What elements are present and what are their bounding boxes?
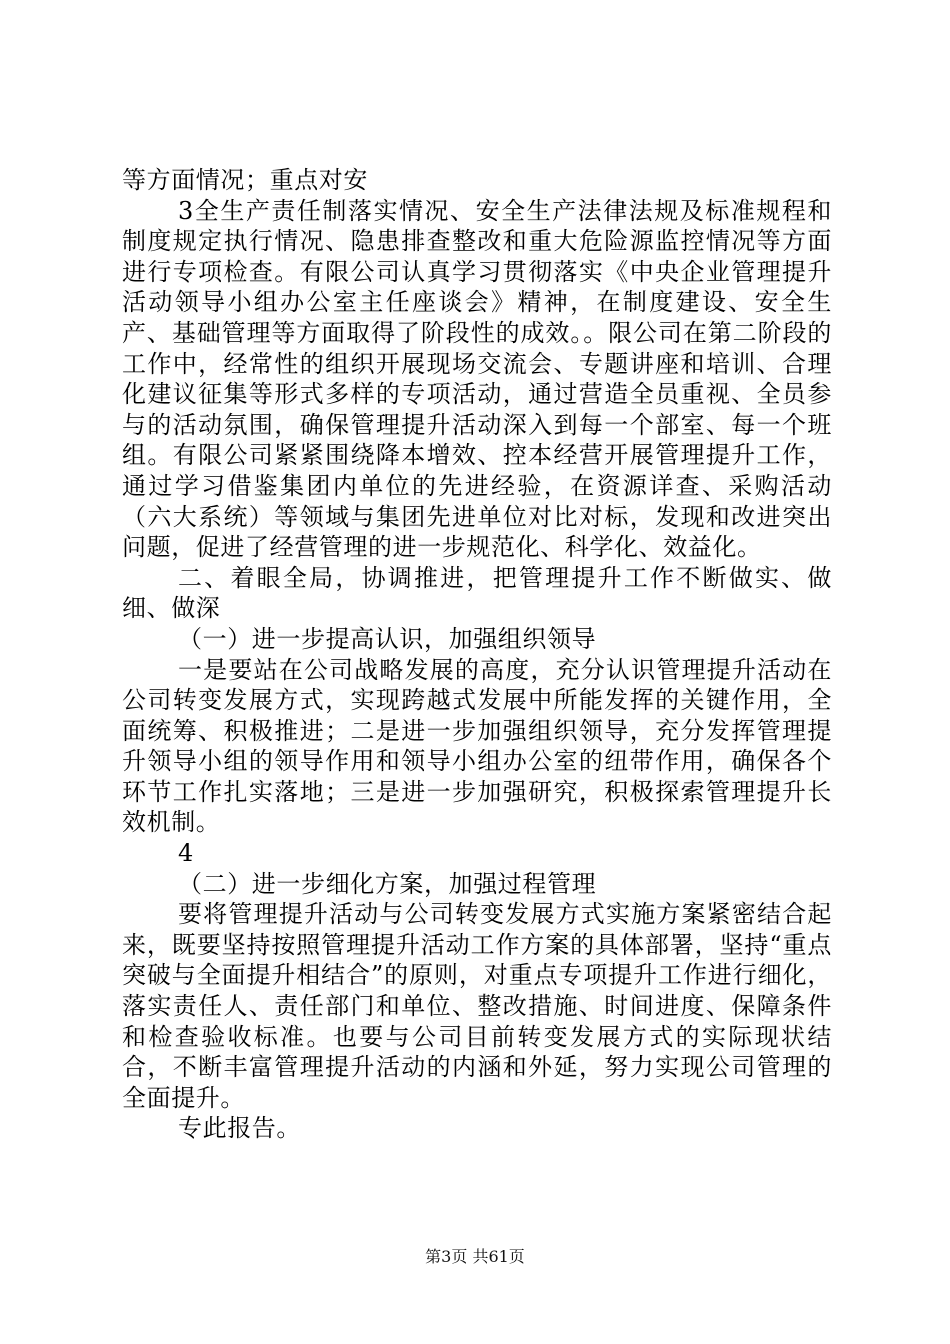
page-footer: 第3页 共61页 (425, 1247, 525, 1266)
paragraph-leadership: 一是要站在公司战略发展的高度，充分认识管理提升活动在公司转变发展方式，实现跨越式发展中所能发挥的关键作用，全面统筹、积极推进；二是进一步加强组织领导，充分发挥管理提升领导小组的领导作用和领导小组办公室的纽带作用，确保各个环节工作扎实落地；三是进一步加强研究，积极探索管理提升长效机制。 (122, 655, 832, 837)
section-heading-2: 二、着眼全局，协调推进，把管理提升工作不断做实、做细、做深 (122, 563, 832, 623)
subsection-heading-1: （一）进一步提高认识，加强组织领导 (178, 624, 597, 653)
subsection-heading-2: （二）进一步细化方案，加强过程管理 (178, 869, 597, 898)
document-body (122, 165, 832, 1144)
paragraph-continuation: 等方面情况；重点对安 (122, 166, 368, 194)
paragraph-safety-inspection: 3全生产责任制落实情况、安全生产法律法规及标准规程和制度规定执行情况、隐患排查整改和重大危险源监控情况等方面进行专项检查。有限公司认真学习贯彻落实《中央企业管理提升活动领导小组办公室主任座谈会》精神，在制度建设、安全生产、基础管理等方面取得了阶段性的成效。。限公司在第二阶段的工作中，经常性的组织开展现场交流会、专题讲座和培训、合理化建议征集等形式多样的专项活动，通过营造全员重视、全员参与的活动氛围，确保管理提升活动深入到每一个部室、每一个班组。有限公司紧紧围绕降本增效、控本经营开展管理提升工作，通过学习借鉴集团内单位的先进经验，在资源详查、采购活动（六大系统）等领域与集团先进单位对比对标，发现和改进突出问题，促进了经营管理的进一步规范化、科学化、效益化。 (122, 196, 832, 562)
paragraph-process-management: 要将管理提升活动与公司转变发展方式实施方案紧密结合起来，既要坚持按照管理提升活动工作方案的具体部署，坚持“重点突破与全面提升相结合”的原则，对重点专项提升工作进行细化，落实责任人、责任部门和单位、整改措施、时间进度、保障条件和检查验收标准。也要与公司目前转变发展方式的实际现状结合，不断丰富管理提升活动的内涵和外延，努力实现公司管理的全面提升。 (122, 900, 832, 1112)
closing-statement: 专此报告。 (178, 1114, 301, 1143)
page-marker-number: 4 (178, 839, 194, 868)
